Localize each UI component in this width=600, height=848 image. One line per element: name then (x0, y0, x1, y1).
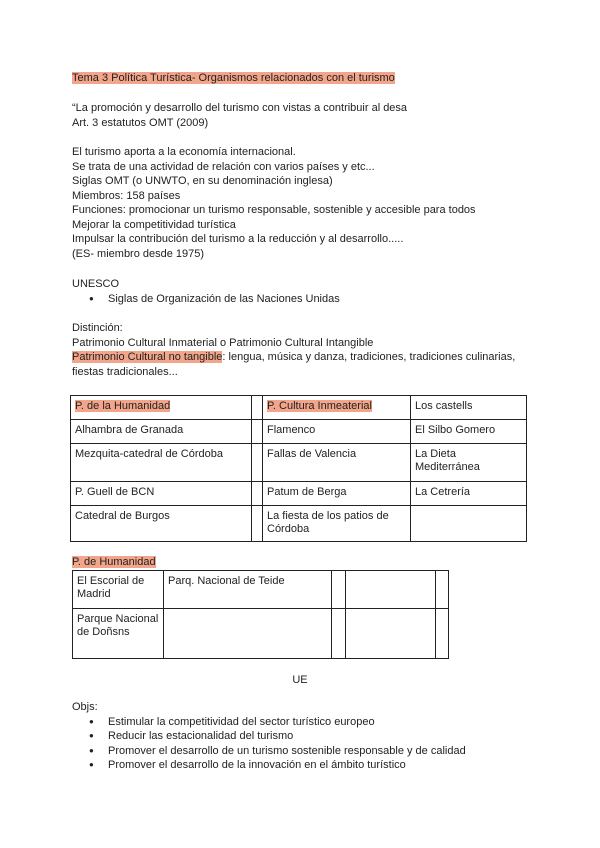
table-cell (411, 506, 527, 542)
omt-line: Funciones: promocionar un turismo responsable, sostenible y accesible para todos (72, 204, 476, 216)
list-item: ● Promover el desarrollo de un turismo sostenible responsable y de calidad (89, 744, 466, 759)
unesco-bullet-list (89, 292, 340, 307)
table-cell: Alhambra de Granada (71, 420, 252, 444)
ue-objs-label: Objs: (72, 701, 98, 713)
table-cell: Fallas de Valencia (263, 444, 411, 482)
table-row (71, 396, 527, 420)
table-cell: El Escorial de Madrid (73, 571, 164, 609)
omt-quote: “La promoción y desarrollo del turismo con vistas a contribuir al desa (72, 102, 408, 114)
omt-line: El turismo aporta a la economía internacional. (72, 146, 296, 158)
omt-line: Se trata de una actividad de relación con varios países y etc... (72, 160, 375, 173)
intangible-cont: fiestas tradicionales... (72, 365, 178, 378)
humanidad-table (72, 570, 449, 659)
title-highlight: Tema 3 Política Turística- Organismos relacionados con el turismo (72, 72, 395, 84)
heritage-table (70, 395, 527, 542)
omt-line: Mejorar la competitividad turística (72, 218, 236, 231)
table-cell (252, 444, 263, 482)
omt-quote-block (72, 101, 407, 130)
page-title (72, 71, 395, 86)
table-row (71, 420, 527, 444)
table-row (73, 609, 449, 659)
humanidad-label: P. de Humanidad (72, 556, 156, 568)
table-cell: P. Guell de BCN (71, 482, 252, 506)
omt-citation: Art. 3 estatutos OMT (2009) (72, 116, 209, 129)
table-cell: La Cetrería (411, 482, 527, 506)
intangible-rest: : lengua, música y danza, tradiciones, tradiciones culinarias, (222, 351, 516, 363)
table2-label (72, 555, 156, 570)
distincion-section (72, 321, 515, 379)
table-row (71, 506, 527, 542)
table-cell: El Silbo Gomero (411, 420, 527, 444)
table-cell (164, 609, 332, 659)
table-cell: La Dieta Mediterránea (411, 444, 527, 482)
list-item: ● Promover el desarrollo de la innovación en el ámbito turístico (89, 758, 466, 773)
intangible-label: Patrimonio Cultural no tangible (72, 351, 223, 363)
header-humanidad: P. de la Humanidad (75, 400, 171, 412)
table-cell (332, 609, 346, 659)
table-cell (346, 571, 436, 609)
table-cell: La fiesta de los patios de Córdoba (263, 506, 411, 542)
table-row (71, 444, 527, 482)
table-cell (436, 571, 449, 609)
table-cell (436, 609, 449, 659)
omt-description (72, 145, 476, 261)
omt-line: (ES- miembro desde 1975) (72, 247, 205, 260)
table-cell (71, 396, 252, 420)
table-cell (263, 396, 411, 420)
table-cell: Parq. Nacional de Teide (164, 571, 332, 609)
table-row (73, 571, 449, 609)
table-cell: Los castells (411, 396, 527, 420)
distincion-label: Distinción: (72, 322, 123, 334)
list-item: ● Estimular la competitividad del sector turístico europeo (89, 715, 466, 730)
ue-bullet-list (89, 715, 466, 773)
table-row (71, 482, 527, 506)
unesco-heading: UNESCO (72, 278, 120, 290)
omt-line: Impulsar la contribución del turismo a la reducción y al desarrollo..... (72, 233, 404, 245)
table-cell (346, 609, 436, 659)
distincion-text: Patrimonio Cultural Inmaterial o Patrimonio Cultural Intangible (72, 336, 374, 349)
table-cell: Catedral de Burgos (71, 506, 252, 542)
omt-line: Miembros: 158 países (72, 189, 181, 202)
table-cell (252, 420, 263, 444)
ue-section (72, 700, 466, 773)
table-cell: Patum de Berga (263, 482, 411, 506)
intangible-line (72, 350, 515, 365)
table-cell (252, 396, 263, 420)
omt-line: Siglas OMT (o UNWTO, en su denominación inglesa) (72, 175, 333, 187)
table-cell: Parque Nacional de Doñsns (73, 609, 164, 659)
header-inmaterial: P. Cultura Inmeaterial (267, 400, 372, 412)
ue-heading: UE (292, 674, 308, 686)
table-cell (252, 506, 263, 542)
table-cell (332, 571, 346, 609)
list-item: ● Reducir las estacionalidad del turismo (89, 729, 466, 744)
table-cell (252, 482, 263, 506)
table-cell: Flamenco (263, 420, 411, 444)
table-cell: Mezquita-catedral de Córdoba (71, 444, 252, 482)
unesco-section (72, 277, 340, 306)
list-item: ● Siglas de Organización de las Naciones Unidas (89, 292, 340, 307)
